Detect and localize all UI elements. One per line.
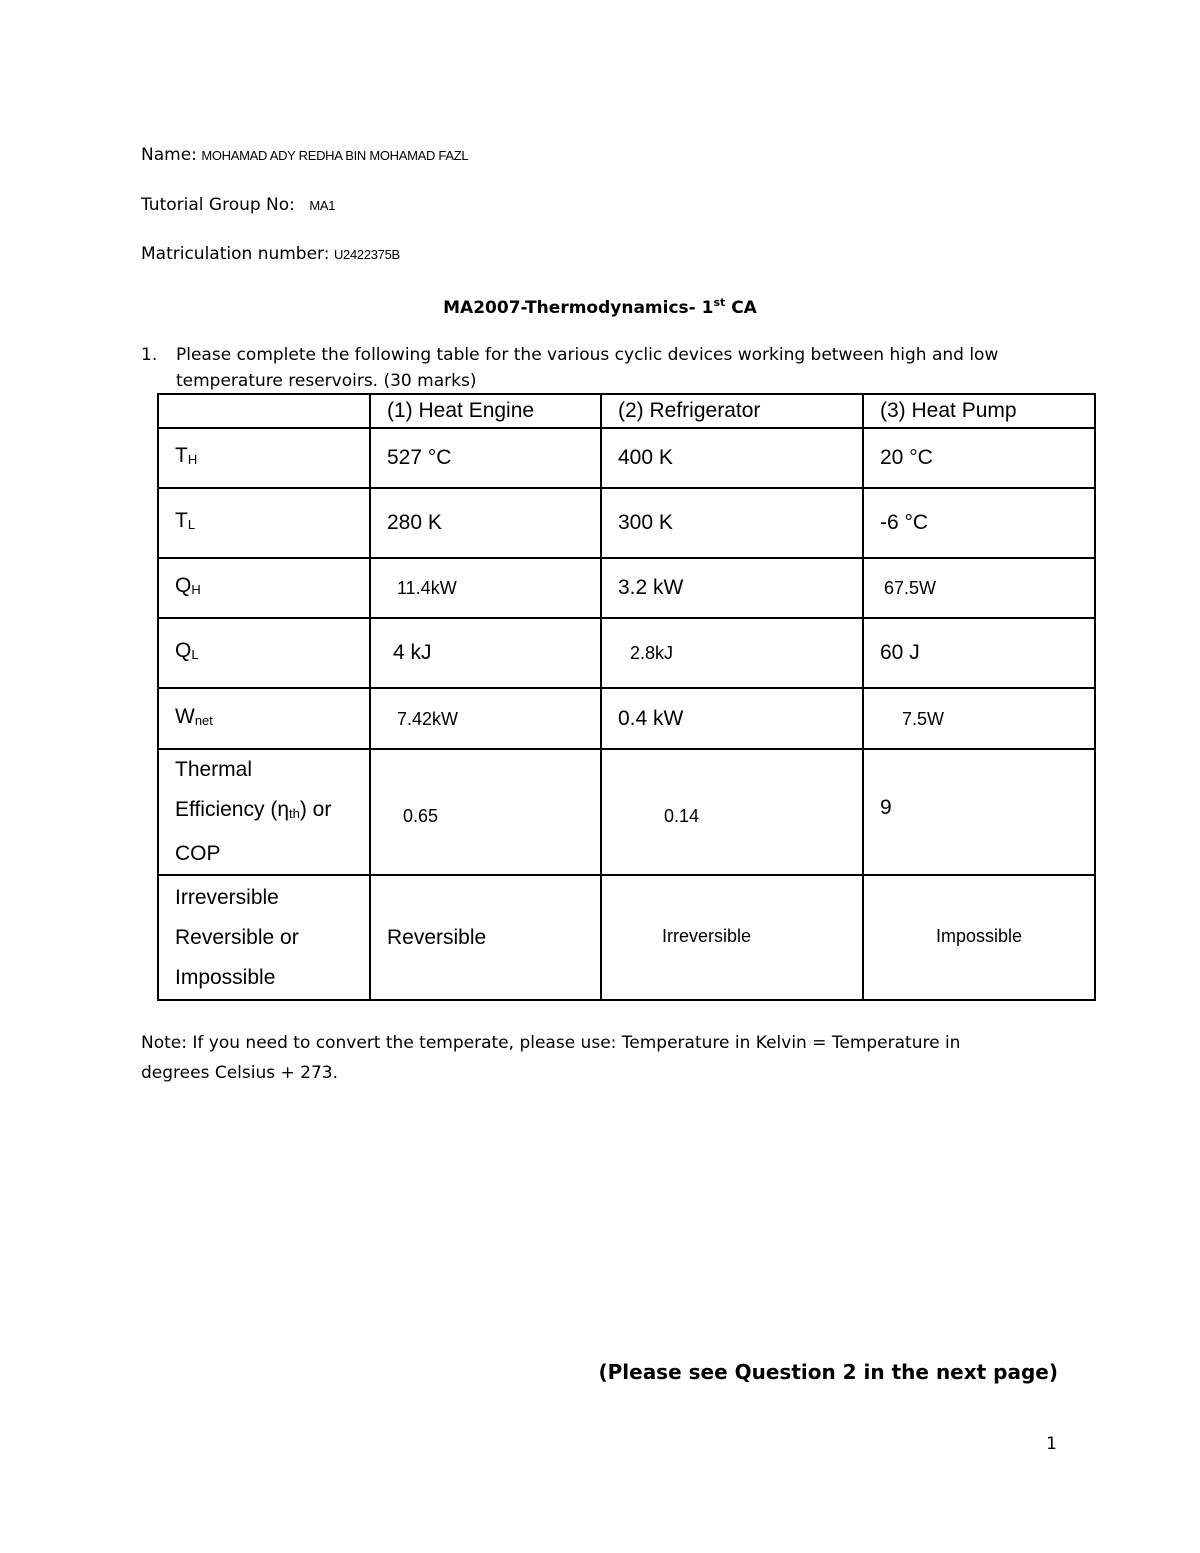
header-refrigerator: (2) Refrigerator <box>601 394 863 428</box>
matric-label: Matriculation number: <box>141 244 330 264</box>
cell-ql-pump: 60 J <box>863 618 1095 688</box>
cell-qh-refrigerator: 3.2 kW <box>601 558 863 618</box>
cell-efficiency-engine: 0.65 <box>370 749 601 875</box>
cell-efficiency-pump: 9 <box>863 749 1095 875</box>
header-heat-engine: (1) Heat Engine <box>370 394 601 428</box>
table-header-row <box>158 394 1095 428</box>
table-row-efficiency <box>158 749 1095 875</box>
cell-tl-pump: -6 °C <box>863 488 1095 558</box>
cell-reversibility-pump: Impossible <box>863 875 1095 1000</box>
table-row-th <box>158 428 1095 488</box>
cell-qh-engine: 11.4kW <box>370 558 601 618</box>
cell-tl-refrigerator: 300 K <box>601 488 863 558</box>
group-line <box>141 195 335 215</box>
cell-wnet-refrigerator: 0.4 kW <box>601 688 863 749</box>
note-line2: degrees Celsius + 273. <box>141 1063 339 1083</box>
row-label-wnet: $W_{net}$ <box>158 688 370 749</box>
cell-th-refrigerator: 400 K <box>601 428 863 488</box>
row-label-ql: $Q_L$ <box>158 618 370 688</box>
table-row-wnet <box>158 688 1095 749</box>
table-row-tl <box>158 488 1095 558</box>
header-cell-empty <box>158 394 370 428</box>
cell-tl-engine: 280 K <box>370 488 601 558</box>
cell-wnet-engine: 7.42kW <box>370 688 601 749</box>
table-row-reversibility <box>158 875 1095 1000</box>
row-label-th: $T_H$ <box>158 428 370 488</box>
page-number: 1 <box>1046 1434 1057 1454</box>
cell-qh-pump: 67.5W <box>863 558 1095 618</box>
cell-efficiency-refrigerator: 0.14 <box>601 749 863 875</box>
row-label-qh: $Q_H$ <box>158 558 370 618</box>
note-line1: Note: If you need to convert the temperate, please use: Temperature in Kelvin = Temperature in <box>141 1033 961 1053</box>
cell-reversibility-refrigerator: Irreversible <box>601 875 863 1000</box>
cell-ql-engine: 4 kJ <box>370 618 601 688</box>
table-row-ql <box>158 618 1095 688</box>
question-text-line1: Please complete the following table for the various cyclic devices working between high and low <box>176 345 999 365</box>
header-heat-pump: (3) Heat Pump <box>863 394 1095 428</box>
cell-th-engine: 527 °C <box>370 428 601 488</box>
group-label: Tutorial Group No: <box>141 195 295 215</box>
question-text-line2: temperature reservoirs. (30 marks) <box>176 371 477 391</box>
cell-th-pump: 20 °C <box>863 428 1095 488</box>
name-line <box>141 145 468 165</box>
answer-table <box>157 393 1096 1001</box>
cell-reversibility-engine: Reversible <box>370 875 601 1000</box>
row-label-efficiency: Thermal Efficiency $(\eta_{th})$ or COP <box>158 749 370 875</box>
row-label-tl: $T_L$ <box>158 488 370 558</box>
row-label-reversibility: Irreversible Reversible or Impossible <box>158 875 370 1000</box>
group-value: MA1 <box>309 198 336 213</box>
matric-value: U2422375B <box>333 247 400 262</box>
cell-wnet-pump: 7.5W <box>863 688 1095 749</box>
name-value: MOHAMAD ADY REDHA BIN MOHAMAD FAZL <box>201 148 469 163</box>
question-number: 1. <box>141 345 158 365</box>
table-row-qh <box>158 558 1095 618</box>
matric-line <box>141 244 400 264</box>
next-page-notice: (Please see Question 2 in the next page) <box>598 1360 1058 1384</box>
page-title: MA2007-Thermodynamics- 1st CA <box>443 296 757 318</box>
cell-ql-refrigerator: 2.8kJ <box>601 618 863 688</box>
name-label: Name: <box>141 145 197 165</box>
